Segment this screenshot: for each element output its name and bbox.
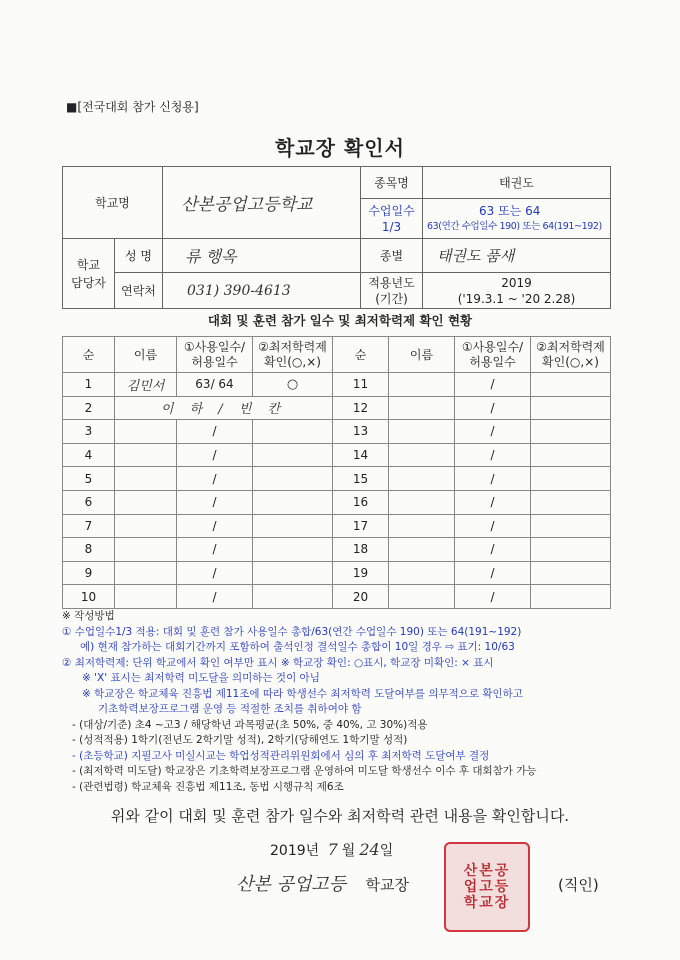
row-days-left: /	[177, 420, 253, 444]
row-no-left: 1	[63, 373, 115, 397]
row-check-left	[253, 514, 333, 538]
note-6: - (성적적용) 1학기(전년도 2학기말 성적), 2학기(당해연도 1학기말 성적)	[72, 734, 408, 746]
row-days-left: /	[177, 514, 253, 538]
row-check-right	[531, 420, 611, 444]
col-name-left: 이름	[115, 337, 177, 373]
row-check-right	[531, 443, 611, 467]
table-row	[63, 467, 611, 491]
row-name-right	[389, 490, 455, 514]
note-9: - (관련법령) 학교체육 진흥법 제11조, 동법 시행규칙 제6조	[72, 780, 344, 793]
event-label: 종목명	[361, 167, 423, 199]
school-sign-name: 산본 공업고등	[236, 874, 347, 895]
note-4b: 기초학력보장프로그램 운영 등 적절한 조치를 취하여야 함	[98, 703, 362, 715]
row-name-right	[389, 467, 455, 491]
row-no-left: 10	[63, 585, 115, 609]
confirmation-statement: 위와 같이 대회 및 훈련 참가 일수와 최저학력 관련 내용을 확인합니다.	[110, 807, 570, 825]
row-days-right: /	[455, 443, 531, 467]
form-type-tag: ■[전국대회 참가 신청용]	[66, 100, 199, 114]
row-no-right: 13	[333, 420, 389, 444]
row-check-left	[253, 585, 333, 609]
type-label: 종별	[361, 239, 423, 273]
row-days-right: /	[455, 585, 531, 609]
table-title: 대회 및 훈련 참가 일수 및 최저학력제 확인 현황	[207, 313, 473, 328]
row-name-right	[389, 396, 455, 420]
row-days-right: /	[455, 373, 531, 397]
event-value: 태권도	[423, 167, 611, 199]
seal-line-3: 학교장	[463, 895, 511, 911]
teacher-label-line2: 담당자	[71, 275, 106, 290]
row-check-left	[253, 420, 333, 444]
col-days-left-line2: 허용일수	[191, 354, 238, 369]
row-name-right	[389, 443, 455, 467]
table-row	[63, 373, 611, 397]
row-no-left: 4	[63, 443, 115, 467]
row-check-right	[531, 396, 611, 420]
row-no-right: 19	[333, 561, 389, 585]
row-no-right: 14	[333, 443, 389, 467]
row-days-right: /	[455, 561, 531, 585]
row-no-right: 11	[333, 373, 389, 397]
row-name-left	[115, 585, 177, 609]
year-value-line2: ('19.3.1 ~ '20 2.28)	[457, 291, 576, 306]
note-7: - (초등학교) 지필고사 미실시교는 학업성적관리위원회에서 심의 후 최저학력 도달여부 결정	[72, 749, 490, 762]
col-check-left	[253, 337, 333, 373]
row-no-right: 12	[333, 396, 389, 420]
year-label	[361, 273, 423, 309]
days-value-line2: 63(연간 수업일수 190) 또는 64(191~192)	[427, 220, 602, 232]
note-5: - (대상/기준) 초4 ~고3 / 해당학년 과목평균(초 50%, 중 40%, 고 30%)적용	[72, 718, 428, 731]
principal-label: 학교장	[365, 876, 409, 894]
row-days-left: /	[177, 490, 253, 514]
year-label-line2: (기간)	[375, 291, 408, 306]
row-name-right	[389, 373, 455, 397]
row-name-right	[389, 420, 455, 444]
days-label	[361, 199, 423, 239]
row-name-right	[389, 514, 455, 538]
school-value: 산본공업고등학교	[163, 167, 361, 239]
row-no-right: 18	[333, 538, 389, 562]
note-4a: ※ 학교장은 학교체육 진흥법 제11조에 따라 학생선수 최저학력 도달여부를 의무적으로 확인하고	[82, 687, 523, 700]
row-days-right: /	[455, 490, 531, 514]
school-seal-icon	[444, 842, 530, 932]
row-no-left: 8	[63, 538, 115, 562]
col-days-left-line1: ①사용일수/	[183, 339, 246, 354]
row-no-left: 9	[63, 561, 115, 585]
row-days-right: /	[455, 420, 531, 444]
days-value	[423, 199, 611, 239]
row-name-left	[115, 538, 177, 562]
table-row	[63, 396, 611, 420]
days-value-line1: 63 또는 64	[479, 203, 541, 218]
col-no-right: 순	[333, 337, 389, 373]
school-label: 학교명	[63, 167, 163, 239]
year-value-line1: 2019	[501, 275, 532, 290]
row-name-right	[389, 538, 455, 562]
row-days-right: /	[455, 396, 531, 420]
table-row	[63, 490, 611, 514]
row-no-left: 7	[63, 514, 115, 538]
school-signature	[236, 870, 409, 896]
row-name-left	[115, 420, 177, 444]
row-days-left: 63/ 64	[177, 373, 253, 397]
row-check-right	[531, 561, 611, 585]
col-check-right	[531, 337, 611, 373]
row-days-right: /	[455, 514, 531, 538]
seal-line-2: 업고등	[463, 879, 511, 895]
row-name-left: 김민서	[115, 373, 177, 397]
row-days-left: /	[177, 467, 253, 491]
row-check-right	[531, 585, 611, 609]
row-check-left	[253, 443, 333, 467]
col-name-right: 이름	[389, 337, 455, 373]
contact-label: 연락처	[115, 273, 163, 309]
row-name-left	[115, 443, 177, 467]
notes-heading: ※ 작성방법	[62, 610, 115, 622]
row-check-left	[253, 561, 333, 585]
table-row	[63, 585, 611, 609]
row-check-right	[531, 467, 611, 491]
table-row	[63, 538, 611, 562]
col-check-right-line2: 확인(○,×)	[542, 354, 599, 369]
row-no-left: 5	[63, 467, 115, 491]
row-check-right	[531, 538, 611, 562]
col-check-right-line1: ②최저학력제	[536, 339, 605, 354]
row-days-right: /	[455, 538, 531, 562]
table-row	[63, 561, 611, 585]
col-days-right	[455, 337, 531, 373]
year-value	[423, 273, 611, 309]
participation-table	[62, 336, 611, 609]
name-value: 류 행옥	[163, 239, 361, 273]
teacher-label-line1: 학교	[76, 257, 101, 272]
table-header-row	[63, 337, 611, 373]
row-name-left: 이 하 / 빈 칸	[115, 396, 333, 420]
col-days-left	[177, 337, 253, 373]
table-row	[63, 420, 611, 444]
row-no-right: 20	[333, 585, 389, 609]
note-1a: ① 수업일수1/3 적용: 대회 및 훈련 참가 사용일수 총합/63(연간 수업일수 190) 또는 64(191~192)	[62, 625, 522, 638]
date-month: 7	[327, 840, 338, 859]
seal-line-1: 산본공	[463, 863, 511, 879]
signature-date	[270, 840, 393, 860]
row-check-right	[531, 490, 611, 514]
row-no-left: 6	[63, 490, 115, 514]
table-row	[63, 514, 611, 538]
days-label-line1: 수업일수	[368, 203, 415, 218]
row-days-left: /	[177, 585, 253, 609]
row-no-left: 2	[63, 396, 115, 420]
row-name-left	[115, 467, 177, 491]
row-days-left: /	[177, 443, 253, 467]
note-8: - (최저학력 미도달) 학교장은 기초학력보장프로그램 운영하여 미도달 학생선수 이수 후 대회참가 가능	[72, 765, 537, 777]
official-seal-label: (직인)	[558, 876, 599, 894]
notes-section	[62, 609, 622, 795]
document-title: 학교장 확인서	[275, 136, 405, 160]
row-name-left	[115, 490, 177, 514]
days-label-line2: 1/3	[381, 219, 402, 234]
row-name-left	[115, 514, 177, 538]
date-day-unit: 일	[379, 843, 394, 859]
col-no-left: 순	[63, 337, 115, 373]
teacher-label	[63, 239, 115, 309]
note-2: ② 최저학력제: 단위 학교에서 확인 여부만 표시 ※ 학교장 확인: ○표시, 학교장 미확인: × 표시	[62, 656, 494, 669]
table-row	[63, 443, 611, 467]
col-check-left-line1: ②최저학력제	[258, 339, 327, 354]
row-no-left: 3	[63, 420, 115, 444]
type-value: 태권도 품새	[423, 239, 611, 273]
row-no-right: 15	[333, 467, 389, 491]
contact-value: 031) 390-4613	[163, 273, 361, 309]
row-check-right	[531, 373, 611, 397]
row-check-right	[531, 514, 611, 538]
col-days-right-line2: 허용일수	[469, 354, 516, 369]
row-check-left	[253, 490, 333, 514]
col-check-left-line2: 확인(○,×)	[264, 354, 321, 369]
row-name-left	[115, 561, 177, 585]
info-table	[62, 166, 611, 309]
note-1b: 예) 현재 참가하는 대회기간까지 포함하여 출석인정 결석일수 총합이 10일 경우 ⇨ 표기: 10/63	[80, 641, 515, 653]
row-days-left: /	[177, 561, 253, 585]
date-year: 2019년	[270, 843, 320, 859]
row-days-right: /	[455, 467, 531, 491]
name-label: 성 명	[115, 239, 163, 273]
col-days-right-line1: ①사용일수/	[461, 339, 524, 354]
row-name-right	[389, 561, 455, 585]
row-no-right: 17	[333, 514, 389, 538]
row-check-left	[253, 467, 333, 491]
note-3: ※ 'X' 표시는 최저학력 미도달을 의미하는 것이 아님	[82, 672, 320, 684]
row-name-right	[389, 585, 455, 609]
row-check-left: ○	[253, 373, 333, 397]
row-no-right: 16	[333, 490, 389, 514]
year-label-line1: 적용년도	[368, 275, 415, 290]
date-day: 24	[359, 840, 380, 859]
row-days-left: /	[177, 538, 253, 562]
row-check-left	[253, 538, 333, 562]
date-month-unit: 월	[341, 843, 356, 859]
